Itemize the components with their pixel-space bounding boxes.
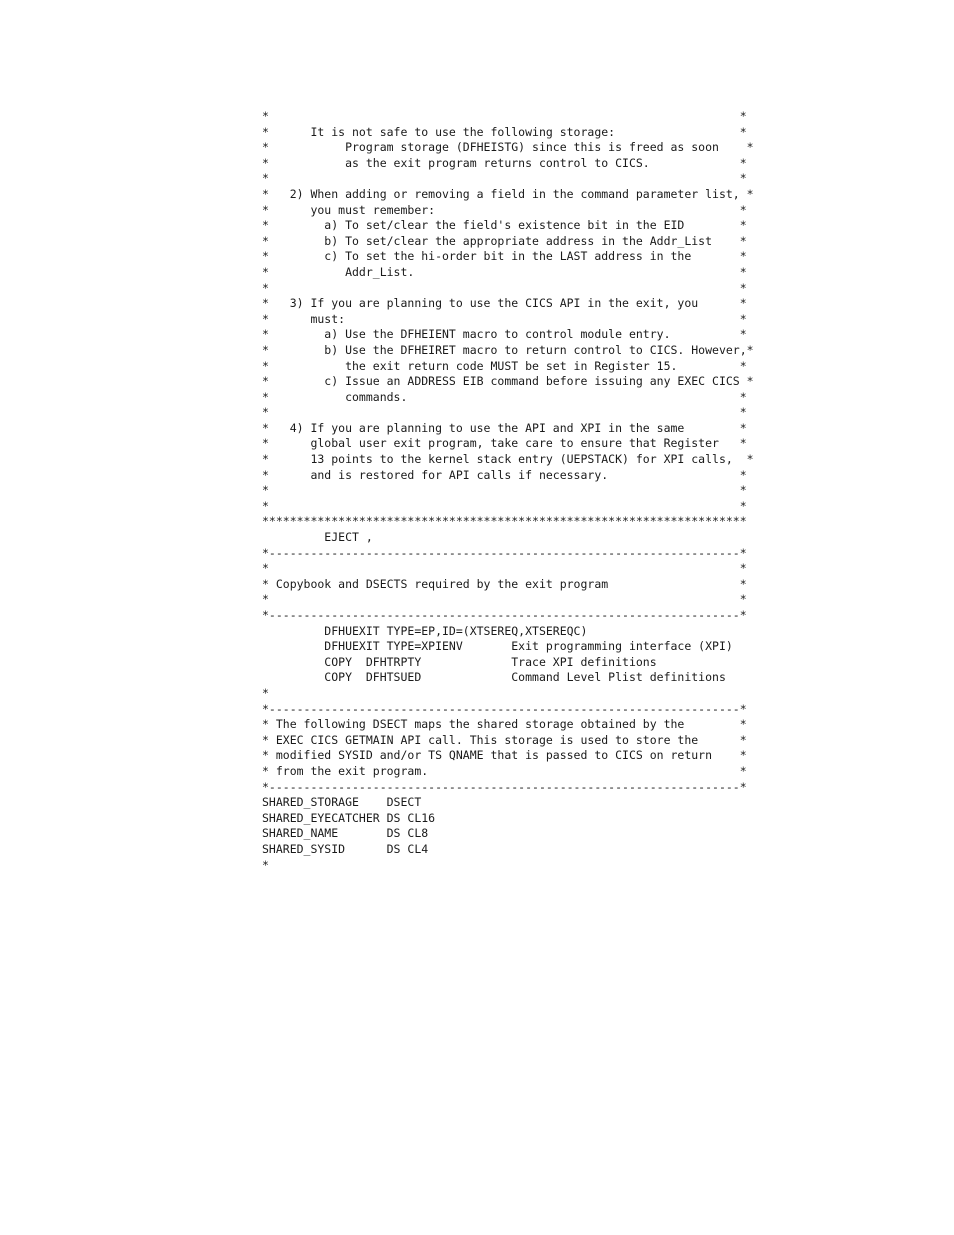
- code-line: * you must remember: *: [262, 202, 747, 217]
- code-line: *--------------------------------------------------------------------*: [262, 779, 747, 794]
- code-line: SHARED_NAME DS CL8: [262, 826, 429, 841]
- code-line: * *: [262, 109, 747, 123]
- code-line: * 3) If you are planning to use the CICS API in the exit, you *: [262, 296, 747, 311]
- code-line: SHARED_EYECATCHER DS CL16: [262, 810, 436, 825]
- code-line: * *: [262, 280, 747, 295]
- code-line: * 2) When adding or removing a field in the command parameter list, *: [262, 186, 754, 201]
- code-line: SHARED_STORAGE DSECT: [262, 795, 422, 810]
- code-line: * *: [262, 171, 747, 186]
- assembler-source-listing: [262, 109, 762, 873]
- code-line: **********************************************************************: [262, 514, 747, 529]
- code-line: * as the exit program returns control to CICS. *: [262, 155, 747, 170]
- code-line: * *: [262, 592, 747, 607]
- code-line: DFHUEXIT TYPE=XPIENV Exit programming interface (XPI): [262, 639, 733, 654]
- code-line: *--------------------------------------------------------------------*: [262, 545, 747, 560]
- code-line: * global user exit program, take care to ensure that Register *: [262, 436, 747, 451]
- code-line: SHARED_SYSID DS CL4: [262, 841, 429, 856]
- code-line: * 13 points to the kernel stack entry (UEPSTACK) for XPI calls, *: [262, 452, 754, 467]
- code-line: * *: [262, 561, 747, 576]
- code-line: * Program storage (DFHEISTG) since this is freed as soon *: [262, 140, 754, 155]
- code-line: COPY DFHTRPTY Trace XPI definitions: [262, 654, 657, 669]
- code-line: * *: [262, 405, 747, 420]
- code-line: * from the exit program. *: [262, 763, 747, 778]
- code-line: * modified SYSID and/or TS QNAME that is passed to CICS on return *: [262, 748, 747, 763]
- code-line: EJECT ,: [262, 530, 373, 545]
- code-line: * Addr_List. *: [262, 264, 747, 279]
- code-line: * 4) If you are planning to use the API and XPI in the same *: [262, 420, 747, 435]
- code-line: * must: *: [262, 311, 747, 326]
- code-line: * b) Use the DFHEIRET macro to return control to CICS. However,*: [262, 342, 754, 357]
- code-line: * a) To set/clear the field's existence bit in the EID *: [262, 218, 747, 233]
- code-line: *--------------------------------------------------------------------*: [262, 608, 747, 622]
- code-line: * b) To set/clear the appropriate address in the Addr_List *: [262, 233, 747, 248]
- code-line: * EXEC CICS GETMAIN API call. This storage is used to store the *: [262, 732, 747, 747]
- code-line: * c) To set the hi-order bit in the LAST address in the *: [262, 249, 747, 264]
- code-line: *: [262, 685, 269, 700]
- code-line: * The following DSECT maps the shared storage obtained by the *: [262, 717, 747, 732]
- code-line: *--------------------------------------------------------------------*: [262, 701, 747, 716]
- code-line: * *: [262, 483, 747, 498]
- code-line: * the exit return code MUST be set in Register 15. *: [262, 358, 747, 373]
- code-line: * *: [262, 498, 747, 513]
- code-line: * It is not safe to use the following storage: *: [262, 124, 747, 139]
- code-line: * and is restored for API calls if necessary. *: [262, 467, 747, 482]
- code-line: * Copybook and DSECTS required by the exit program *: [262, 576, 747, 591]
- code-line: DFHUEXIT TYPE=EP,ID=(XTSEREQ,XTSEREQC): [262, 623, 588, 638]
- code-line: COPY DFHTSUED Command Level Plist definitions: [262, 670, 726, 685]
- code-line: * c) Issue an ADDRESS EIB command before issuing any EXEC CICS *: [262, 374, 754, 389]
- code-line: *: [262, 857, 269, 872]
- code-line: * commands. *: [262, 389, 747, 404]
- code-line: * a) Use the DFHEIENT macro to control module entry. *: [262, 327, 747, 342]
